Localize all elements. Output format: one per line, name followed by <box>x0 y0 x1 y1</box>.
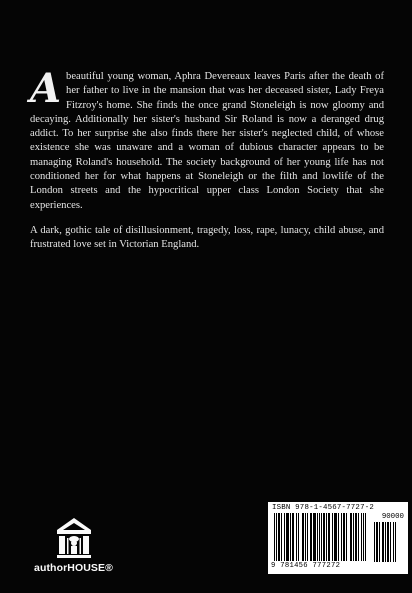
authorhouse-building-icon <box>55 516 93 560</box>
blurb-paragraph-1-text: beautiful young woman, Aphra Devereaux leaves Paris after the death of her father to live in the mansion that was her deceased sister, Lady Freya Fitzroy's home. She finds the once grand Stoneleigh is now gloomy and decaying. Additionally her sister's husband Sir Roland is now a deranged drug addict. To her surprise she also finds there her sister's neglected child, of whose existence she was unaware and a woman of dubious character appears to be managing Roland's household. The society background of her young life has not conditioned her for what happens at Stoneleigh or the filth and lowlife of the London streets and the hypocritical upper class London Society that she experiences. <box>30 71 384 211</box>
isbn-number: ISBN 978-1-4567-7727-2 <box>272 504 374 512</box>
blurb-paragraph-2: A dark, gothic tale of disillusionment, tragedy, loss, rape, lunacy, child abuse, and frustrated love set in Victorian England. <box>30 224 384 251</box>
barcode-bars <box>274 513 370 561</box>
price-code: 90000 <box>381 513 404 521</box>
barcode-bar <box>396 522 398 562</box>
back-cover-blurb <box>30 65 384 264</box>
ean-digits: 9 781456 777272 <box>271 562 341 570</box>
drop-cap: A <box>30 65 62 112</box>
isbn-barcode <box>268 502 408 574</box>
barcode-addon-bars <box>374 522 404 562</box>
barcode-bar <box>365 513 366 561</box>
publisher-name: authorHOUSE® <box>34 562 113 574</box>
publisher-logo <box>32 516 116 574</box>
blurb-paragraph-1 <box>30 65 384 213</box>
